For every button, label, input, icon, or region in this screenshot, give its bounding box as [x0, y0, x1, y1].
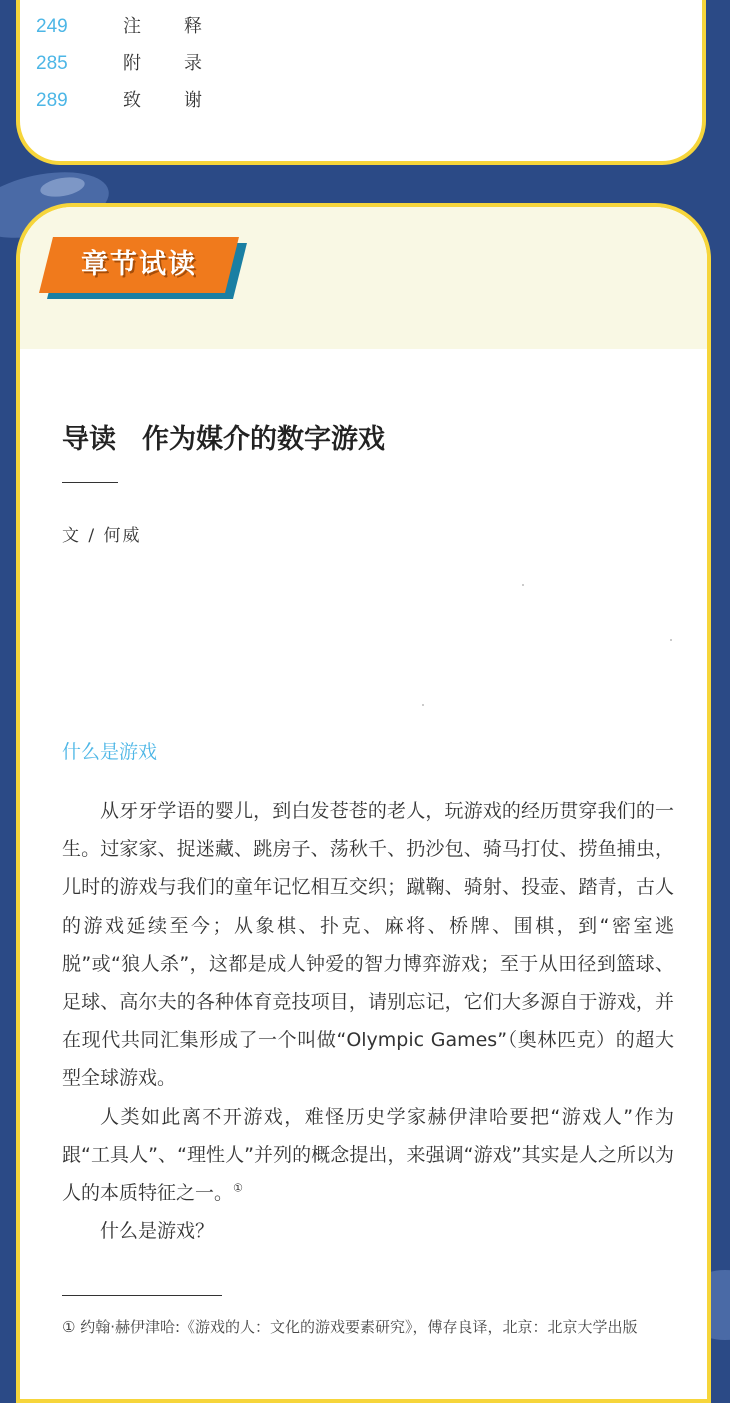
footnote: ① 约翰·赫伊津哈:《游戏的人：文化的游戏要素研究》，傅存良译，北京：北京大学出版: [62, 1318, 638, 1336]
footnote-marker[interactable]: ①: [233, 1181, 243, 1195]
paper-speck: [670, 639, 672, 641]
card-header: [20, 207, 707, 349]
toc-title-char: 释: [184, 16, 202, 37]
toc-title-char: 注: [123, 16, 141, 37]
toc-title-char: 附: [123, 53, 141, 74]
paragraph: 什么是游戏？: [100, 1220, 215, 1243]
article-body: [62, 792, 674, 1250]
chapter-preview-card: [16, 203, 711, 1403]
table-of-contents-card: [16, 0, 706, 165]
paragraph-text: 人类如此离不开游戏，难怪历史学家赫伊津哈要把“游戏人”作为跟“工具人”、“理性人”并列的概念提出，来强调“游戏”其实是人之所以为人的本质特征之一。: [62, 1105, 674, 1205]
title-prefix: 导读: [62, 424, 116, 455]
section-badge-label: 章节试读: [81, 249, 197, 280]
section-badge: [46, 237, 244, 301]
paper-speck: [522, 584, 524, 586]
paper-speck: [422, 704, 424, 706]
toc-page-number: 289: [36, 90, 68, 111]
toc-page-number: 249: [36, 16, 68, 37]
title-main: 作为媒介的数字游戏: [142, 424, 385, 455]
paragraph: [62, 1098, 674, 1213]
toc-title-char: 录: [184, 53, 202, 74]
author-byline: 文 / 何威: [62, 526, 142, 546]
title-divider: [62, 482, 118, 483]
toc-title-char: 致: [123, 90, 141, 111]
footnote-divider: [62, 1295, 222, 1296]
article-title: [62, 417, 385, 456]
section-heading: 什么是游戏: [62, 741, 158, 763]
paragraph: 从牙牙学语的婴儿，到白发苍苍的老人，玩游戏的经历贯穿我们的一生。过家家、捉迷藏、跳房子、荡秋千、扔沙包、骑马打仗、捞鱼捕虫，儿时的游戏与我们的童年记忆相互交织；蹴鞠、骑射、投壶、踏青，古人的游戏延续至今；从象棋、扑克、麻将、桥牌、围棋，到“密室逃脱”或“狼人杀”，这都是成人钟爱的智力博弈游戏；至于从田径到篮球、足球、高尔夫的各种体育竞技项目，请别忘记，它们大多源自于游戏，并在现代共同汇集形成了一个叫做“Olympic Games”（奥林匹克）的超大型全球游戏。: [62, 800, 674, 1090]
toc-page-number: 285: [36, 53, 68, 74]
toc-title-char: 谢: [184, 90, 202, 111]
